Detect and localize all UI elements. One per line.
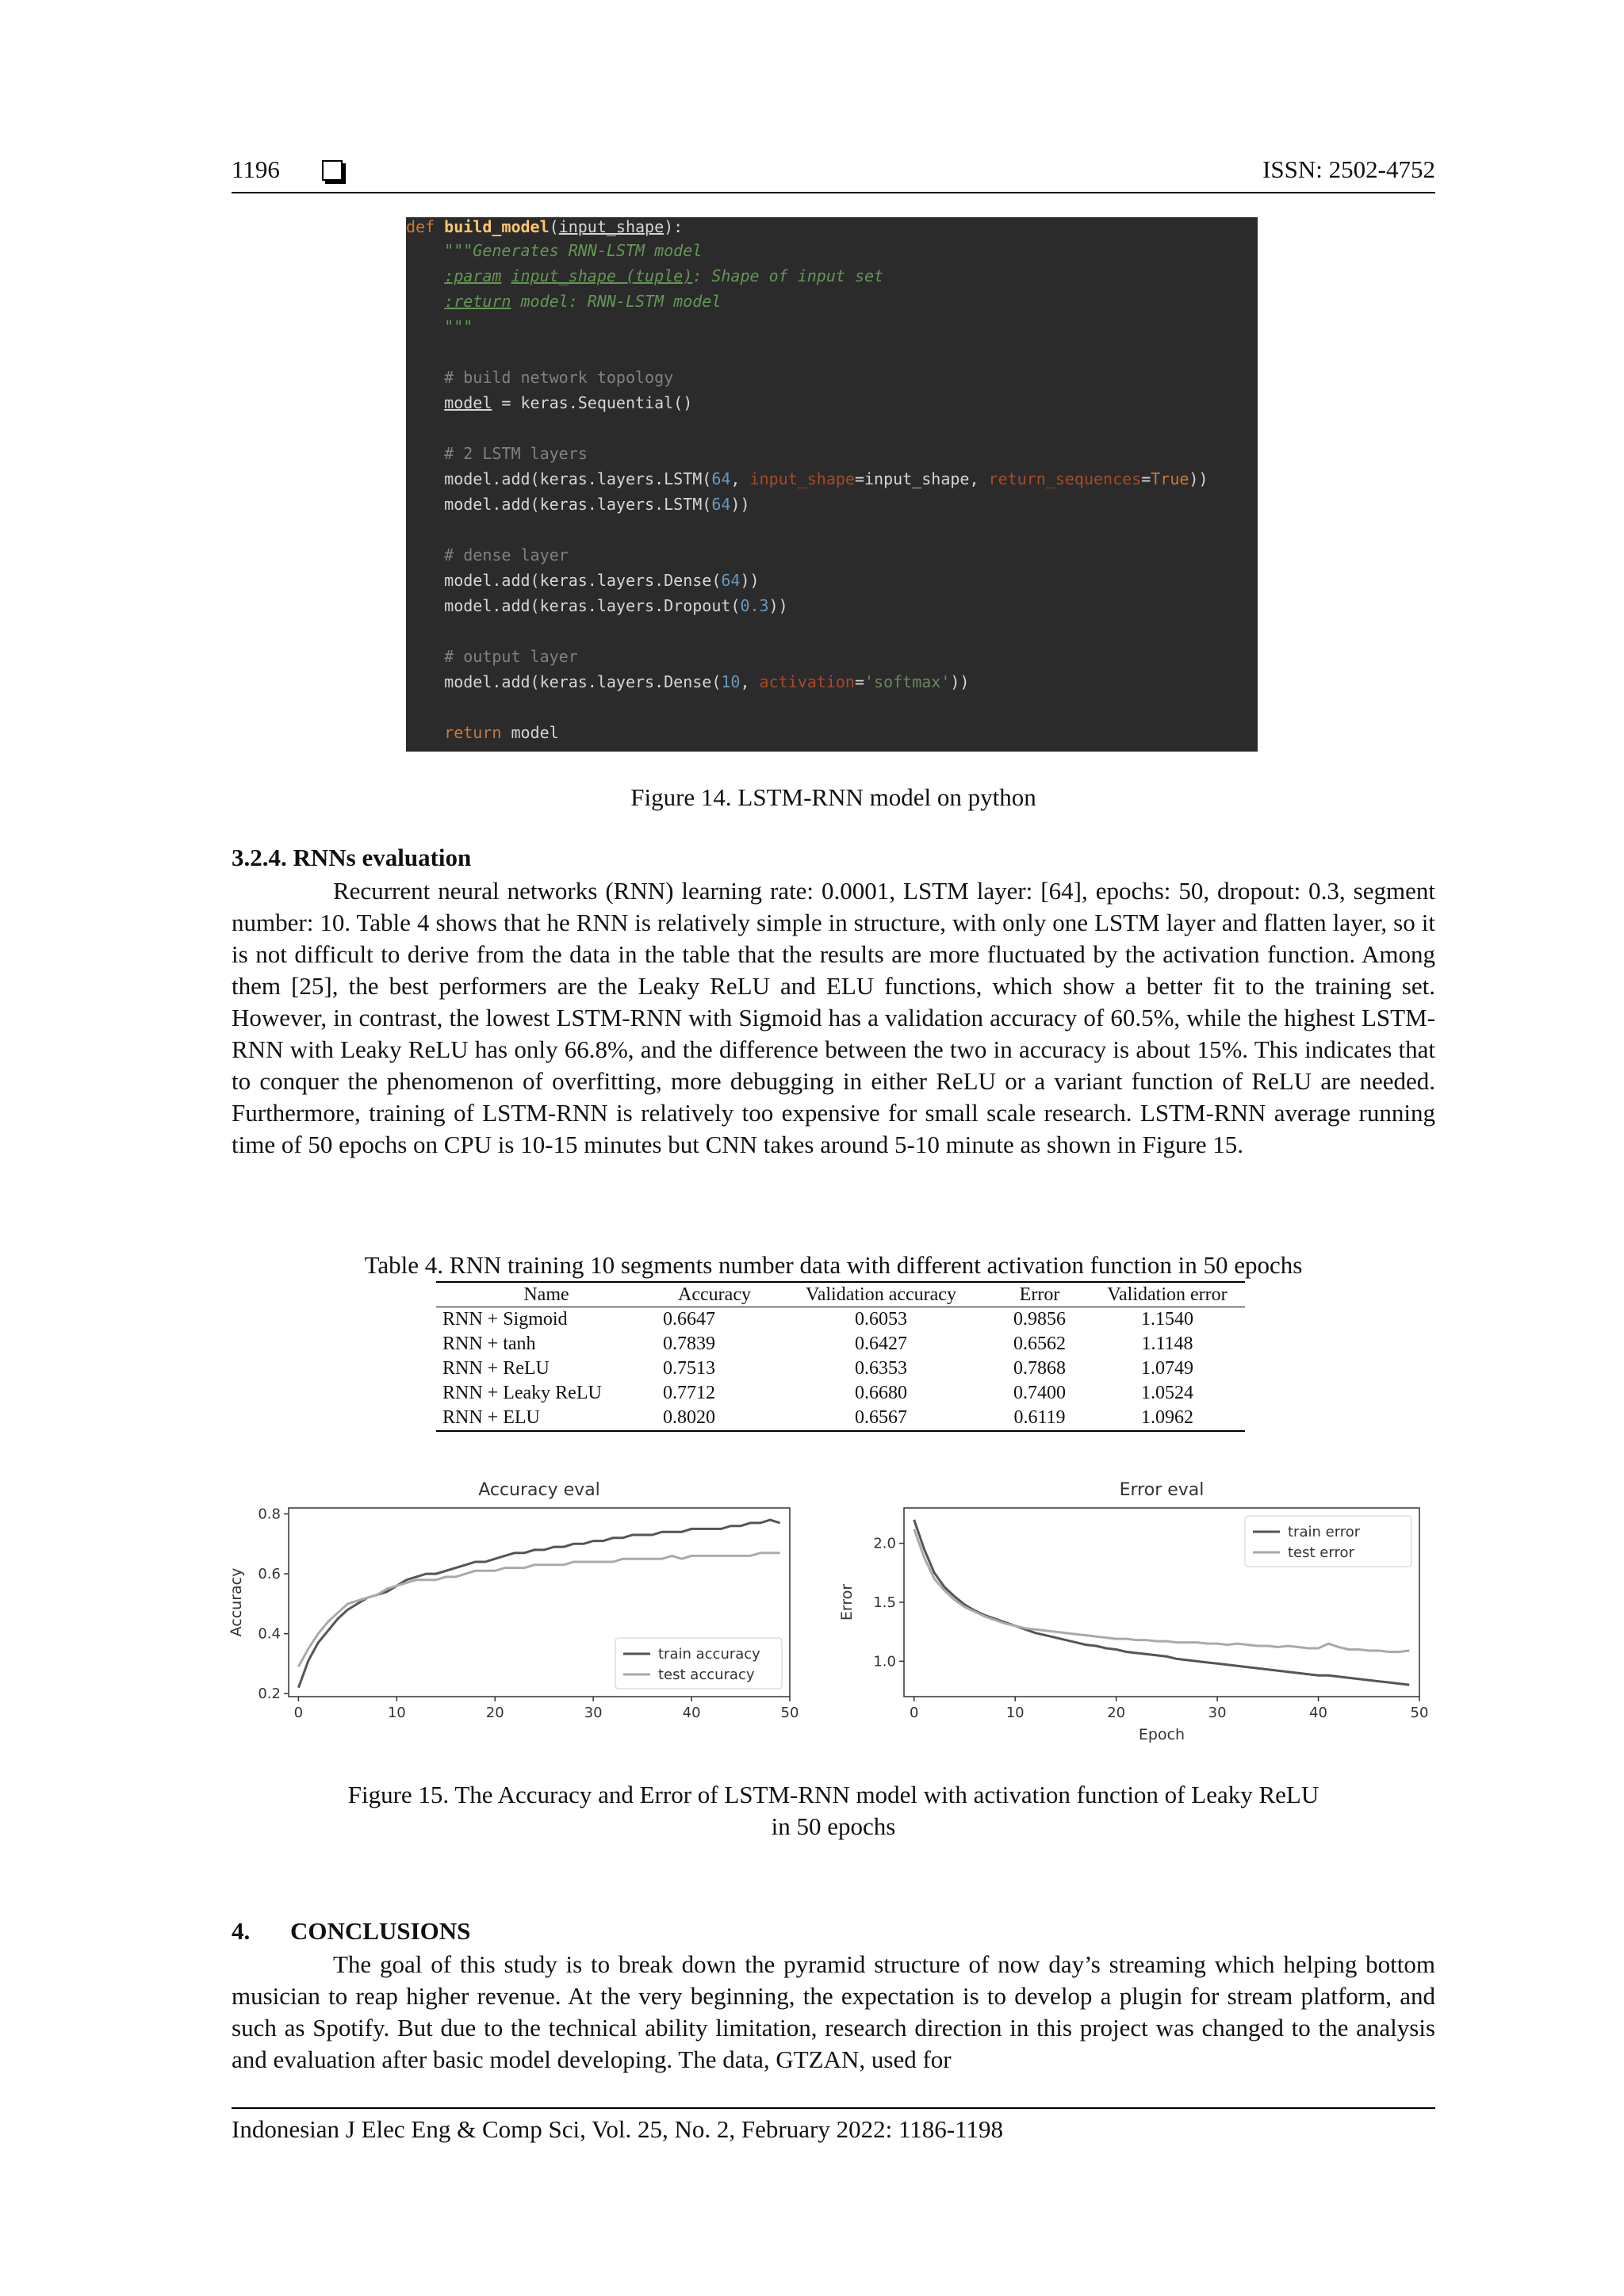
code-line-return: return model [444,723,559,742]
x-tick-label: 10 [1005,1705,1025,1721]
x-tick-label: 30 [584,1705,603,1721]
code-line-comment-dense: # dense layer [406,545,569,564]
y-axis-label: Error [838,1583,856,1621]
table-header-accuracy: Accuracy [657,1282,772,1307]
x-tick-label: 40 [682,1705,701,1721]
code-line-return-doc: :return model: RNN-LSTM model [444,292,722,311]
code-line-lstm2: model.add(keras.layers.LSTM(64)) [406,495,750,514]
legend-label: train accuracy [658,1646,760,1663]
table-cell: RNN + tanh [442,1334,536,1354]
table-cell: 1.1148 [1141,1334,1193,1354]
chart-title: Accuracy eval [478,1480,600,1500]
section-paragraph: Recurrent neural networks (RNN) learning rate: 0.0001, LSTM layer: [64], epochs: 50, dropout: 0.3, segment number: 10. Table 4 shows that he RNN is relatively simple in structure, with only one LSTM layer and flatten layer, so it is not difficult to derive from the data in the table that the results are more fluctuated by the activation function. Among them [25], the best performers are the Leaky ReLU and ELU functions, which show a better fit to the training set. However, in contrast, the lowest LSTM-RNN with Sigmoid has a validation accuracy of 60.5%, while the highest LSTM-RNN with Leaky ReLU has only 66.8%, and the difference between the two in accuracy is about 15%. This indicates that to conquer the phenomenon of overfitting, more debugging in either ReLU or a variant function of ReLU are needed. Furthermore, training of LSTM-RNN is relatively too expensive for small scale research. LSTM-RNN average running time of 50 epochs on CPU is 10-15 minutes but CNN takes around 5-10 minute as shown in Figure 15. [232,877,1435,1158]
conclusions-paragraph: The goal of this study is to break down the pyramid structure of now day’s streaming which helping bottom musician to reap higher revenue. At the very beginning, the expectation is to develop a plugin for stream platform, and such as Spotify. But due to the technical ability limitation, research direction in this project was changed to the analysis and evaluation after basic model developing. The data, GTZAN, used for [232,1950,1435,2073]
table-row [436,1307,1245,1333]
table-cell: 0.6567 [772,1406,990,1431]
table4-container [436,1281,1245,1432]
legend-label: test error [1288,1544,1354,1561]
table-cell: 0.6353 [855,1358,907,1379]
y-axis-label: Accuracy [228,1567,245,1637]
code-line-comment-lstm: # 2 LSTM layers [406,444,588,463]
table-row [436,1357,1245,1381]
x-tick-label: 20 [1107,1705,1126,1721]
y-tick-label: 0.4 [258,1625,281,1643]
table-cell: RNN + ReLU [442,1358,550,1379]
code-line-param: :param input_shape (tuple): Shape of input set [444,266,884,285]
table-cell: 1.1540 [1141,1309,1193,1330]
table-cell: 0.6427 [855,1334,907,1354]
table-cell: 0.7712 [663,1383,715,1403]
table-cell: 0.6119 [990,1406,1090,1431]
x-tick-label: 0 [910,1705,919,1721]
issn: ISSN: 2502-4752 [1262,155,1435,183]
table-cell: 1.0524 [1141,1383,1193,1403]
conclusions-heading: CONCLUSIONS [290,1917,471,1945]
table-cell: 1.0749 [1141,1358,1193,1379]
conclusions-heading-number: 4. [232,1917,251,1945]
x-tick-label: 20 [485,1705,504,1721]
y-tick-label: 1.5 [873,1594,896,1611]
table-cell: 1.0962 [1090,1406,1245,1431]
table-cell: RNN + ELU [436,1406,657,1431]
table-cell: 0.7513 [663,1358,715,1379]
page-header [232,155,1435,193]
table-cell: 0.6680 [855,1383,907,1403]
table-cell: RNN + Leaky ReLU [442,1383,602,1403]
code-line-dense: model.add(keras.layers.Dense(64)) [406,571,760,590]
table-cell: 0.6562 [1013,1334,1066,1354]
code-line-docstring-end: """ [406,317,473,336]
page-number: 1196 [232,155,280,183]
table-cell: 0.7400 [1013,1383,1066,1403]
table-row [436,1406,1245,1431]
code-line-comment-topology: # build network topology [406,368,674,387]
y-tick-label: 2.0 [873,1535,896,1552]
table-header-validation-accuracy: Validation accuracy [772,1282,990,1307]
checkbox-square-icon [322,160,343,181]
section-heading: 3.2.4. RNNs evaluation [232,844,472,871]
accuracy-eval-chart [222,1475,825,1744]
y-tick-label: 1.0 [873,1653,896,1670]
code-line-dropout: model.add(keras.layers.Dropout(0.3)) [406,596,788,615]
code-line-comment-output: # output layer [406,647,578,666]
page-footer: Indonesian J Elec Eng & Comp Sci, Vol. 25, No. 2, February 2022: 1186-1198 [232,2107,1435,2144]
table-cell: RNN + Sigmoid [442,1309,568,1330]
table-cell: 0.6647 [663,1309,715,1330]
figure15-caption-line1: Figure 15. The Accuracy and Error of LSTM-RNN model with activation function of Leaky ReLU [347,1781,1320,1808]
x-tick-label: 50 [1410,1705,1429,1721]
code-line-output-dense: model.add(keras.layers.Dense(10, activation='softmax')) [406,672,970,691]
code-line-def: def build_model(input_shape): [406,217,684,236]
code-figure [406,217,1258,752]
table-cell: 0.9856 [1013,1309,1066,1330]
x-tick-label: 0 [293,1705,304,1721]
legend-label: test accuracy [658,1667,755,1683]
figure15-caption-line2: in 50 epochs [771,1812,896,1840]
figure14-caption: Figure 14. LSTM-RNN model on python [630,783,1036,811]
y-tick-label: 0.6 [258,1566,281,1583]
chart-title: Error eval [1119,1480,1205,1500]
table-cell: 0.7868 [1013,1358,1066,1379]
y-tick-label: 0.8 [258,1506,281,1523]
table-cell: 0.7839 [663,1334,715,1354]
code-line-sequential: model = keras.Sequential() [444,393,693,412]
code-line-docstring: """Generates RNN-LSTM model [406,241,703,260]
x-tick-label: 10 [387,1705,406,1721]
table-row [436,1332,1245,1357]
table-header-validation-error: Validation error [1090,1282,1245,1307]
error-eval-chart [833,1475,1443,1760]
table-row [436,1381,1245,1406]
code-line-lstm1: model.add(keras.layers.LSTM(64, input_shape=input_shape, return_sequences=True)) [406,469,1208,488]
table-cell: 0.8020 [657,1406,772,1431]
table-header-error: Error [990,1282,1090,1307]
table-cell: 0.6053 [855,1309,907,1330]
y-tick-label: 0.2 [258,1686,281,1703]
table-header-row [436,1282,1245,1307]
table4 [436,1281,1245,1432]
table-header-name: Name [436,1282,657,1307]
legend-label: train error [1288,1524,1361,1540]
x-tick-label: 40 [1309,1705,1328,1721]
x-tick-label: 30 [1208,1705,1227,1721]
x-axis-label: Epoch [1138,1726,1185,1743]
x-tick-label: 50 [780,1705,799,1721]
table4-caption: Table 4. RNN training 10 segments number data with different activation function in 50 epochs [364,1251,1303,1279]
